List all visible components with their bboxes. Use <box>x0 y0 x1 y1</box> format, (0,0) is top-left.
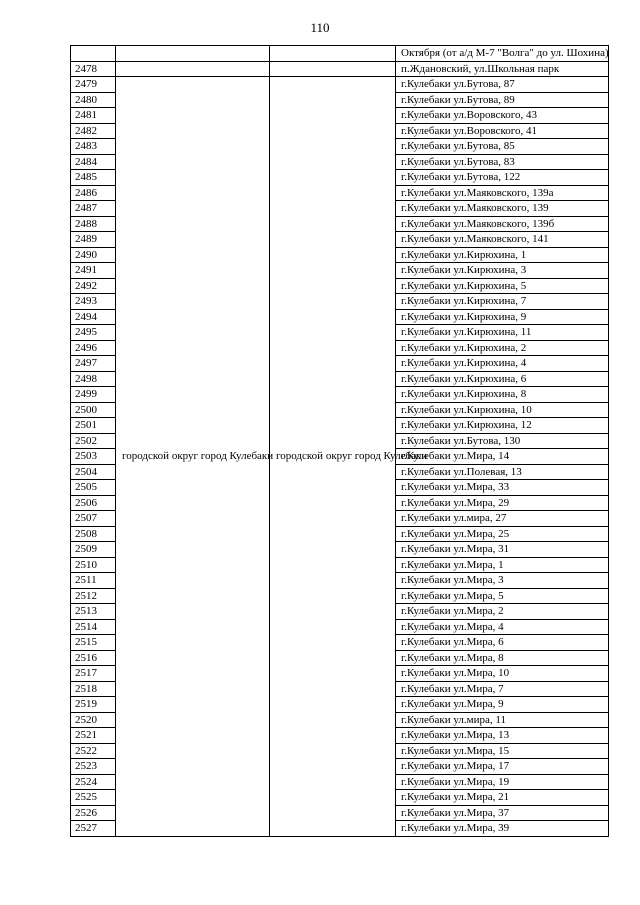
cell-settlement <box>270 61 396 77</box>
cell-address: г.Кулебаки ул.Мира, 31 <box>396 542 609 558</box>
table-row <box>71 77 609 93</box>
cell-address: г.Кулебаки ул.Маяковского, 141 <box>396 232 609 248</box>
cell-address: г.Кулебаки ул.Мира, 9 <box>396 697 609 713</box>
cell-num: 2498 <box>71 371 116 387</box>
cell-address: г.Кулебаки ул.Кирюхина, 7 <box>396 294 609 310</box>
cell-address: г.Кулебаки ул.Маяковского, 139а <box>396 185 609 201</box>
cell-num: 2486 <box>71 185 116 201</box>
cell-num: 2510 <box>71 557 116 573</box>
cell-address: г.Кулебаки ул.Бутова, 85 <box>396 139 609 155</box>
cell-address: г.Кулебаки ул.Бутова, 83 <box>396 154 609 170</box>
cell-settlement <box>270 46 396 62</box>
cell-address: г.Кулебаки ул.Кирюхина, 9 <box>396 309 609 325</box>
cell-address: г.Кулебаки ул.Кирюхина, 3 <box>396 263 609 279</box>
cell-num: 2494 <box>71 309 116 325</box>
cell-address: г.Кулебаки ул.Бутова, 89 <box>396 92 609 108</box>
cell-num: 2480 <box>71 92 116 108</box>
cell-num: 2518 <box>71 681 116 697</box>
cell-num: 2525 <box>71 790 116 806</box>
cell-num: 2484 <box>71 154 116 170</box>
cell-num: 2523 <box>71 759 116 775</box>
cell-num: 2515 <box>71 635 116 651</box>
cell-address: г.Кулебаки ул.Мира, 21 <box>396 790 609 806</box>
cell-num: 2479 <box>71 77 116 93</box>
cell-address: г.Кулебаки ул.Кирюхина, 12 <box>396 418 609 434</box>
cell-address: г.Кулебаки ул.Бутова, 87 <box>396 77 609 93</box>
cell-address: г.Кулебаки ул.Мира, 33 <box>396 480 609 496</box>
cell-num: 2511 <box>71 573 116 589</box>
cell-num: 2499 <box>71 387 116 403</box>
table-row-header-continuation <box>71 46 609 62</box>
cell-num: 2490 <box>71 247 116 263</box>
cell-num: 2508 <box>71 526 116 542</box>
cell-address: г.Кулебаки ул.мира, 11 <box>396 712 609 728</box>
cell-address: г.Кулебаки ул.Мира, 4 <box>396 619 609 635</box>
cell-address: Октября (от а/д М-7 "Волга" до ул. Шохина) <box>396 46 609 62</box>
cell-address: г.Кулебаки ул.Воровского, 43 <box>396 108 609 124</box>
cell-num: 2487 <box>71 201 116 217</box>
table-row <box>71 61 609 77</box>
page-number: 110 <box>310 20 330 35</box>
cell-address: г.Кулебаки ул.Кирюхина, 5 <box>396 278 609 294</box>
cell-address: г.Кулебаки ул.Мира, 29 <box>396 495 609 511</box>
cell-address: г.Кулебаки ул.Кирюхина, 10 <box>396 402 609 418</box>
cell-num: 2502 <box>71 433 116 449</box>
cell-address: г.Кулебаки ул.мира, 27 <box>396 511 609 527</box>
cell-num: 2527 <box>71 821 116 837</box>
cell-district <box>116 61 270 77</box>
cell-district-merged: городской округ город Кулебаки <box>116 77 270 837</box>
cell-address: г.Кулебаки ул.Кирюхина, 6 <box>396 371 609 387</box>
address-table <box>70 45 609 837</box>
cell-num: 2482 <box>71 123 116 139</box>
cell-num: 2504 <box>71 464 116 480</box>
cell-num <box>71 46 116 62</box>
cell-num: 2522 <box>71 743 116 759</box>
cell-num: 2512 <box>71 588 116 604</box>
cell-num: 2521 <box>71 728 116 744</box>
cell-num: 2481 <box>71 108 116 124</box>
cell-address: г.Кулебаки ул.Кирюхина, 4 <box>396 356 609 372</box>
cell-num: 2489 <box>71 232 116 248</box>
cell-address: г.Кулебаки ул.Мира, 1 <box>396 557 609 573</box>
cell-address: г.Кулебаки ул.Кирюхина, 2 <box>396 340 609 356</box>
cell-address: г.Кулебаки ул.Маяковского, 139б <box>396 216 609 232</box>
cell-num: 2500 <box>71 402 116 418</box>
cell-num: 2493 <box>71 294 116 310</box>
cell-address: г.Кулебаки ул.Мира, 13 <box>396 728 609 744</box>
cell-address: г.Кулебаки ул.Мира, 39 <box>396 821 609 837</box>
cell-num: 2509 <box>71 542 116 558</box>
cell-address: г.Кулебаки ул.Мира, 15 <box>396 743 609 759</box>
cell-num: 2488 <box>71 216 116 232</box>
cell-num: 2497 <box>71 356 116 372</box>
cell-address: г.Кулебаки ул.Полевая, 13 <box>396 464 609 480</box>
cell-district <box>116 46 270 62</box>
cell-address: г.Кулебаки ул.Бутова, 130 <box>396 433 609 449</box>
cell-address: г.Кулебаки ул.Мира, 3 <box>396 573 609 589</box>
cell-address: г.Кулебаки ул.Мира, 19 <box>396 774 609 790</box>
cell-num: 2520 <box>71 712 116 728</box>
cell-address: г.Кулебаки ул.Мира, 8 <box>396 650 609 666</box>
cell-num: 2513 <box>71 604 116 620</box>
cell-address: г.Кулебаки ул.Воровского, 41 <box>396 123 609 139</box>
cell-address: г.Кулебаки ул.Мира, 37 <box>396 805 609 821</box>
cell-num: 2516 <box>71 650 116 666</box>
cell-num: 2495 <box>71 325 116 341</box>
cell-address: г.Кулебаки ул.Мира, 25 <box>396 526 609 542</box>
cell-num: 2496 <box>71 340 116 356</box>
cell-address: г.Кулебаки ул.Мира, 7 <box>396 681 609 697</box>
cell-num: 2507 <box>71 511 116 527</box>
cell-address: г.Кулебаки ул.Мира, 14 <box>396 449 609 465</box>
cell-address: г.Кулебаки ул.Мира, 10 <box>396 666 609 682</box>
cell-num: 2503 <box>71 449 116 465</box>
cell-address: п.Ждановский, ул.Школьная парк <box>396 61 609 77</box>
cell-address: г.Кулебаки ул.Мира, 6 <box>396 635 609 651</box>
cell-num: 2526 <box>71 805 116 821</box>
cell-num: 2485 <box>71 170 116 186</box>
cell-num: 2519 <box>71 697 116 713</box>
cell-address: г.Кулебаки ул.Кирюхина, 1 <box>396 247 609 263</box>
cell-settlement-merged: городской округ город Кулебаки <box>270 77 396 837</box>
cell-address: г.Кулебаки ул.Маяковского, 139 <box>396 201 609 217</box>
cell-num: 2506 <box>71 495 116 511</box>
cell-num: 2517 <box>71 666 116 682</box>
cell-num: 2492 <box>71 278 116 294</box>
cell-num: 2478 <box>71 61 116 77</box>
cell-num: 2491 <box>71 263 116 279</box>
cell-address: г.Кулебаки ул.Кирюхина, 8 <box>396 387 609 403</box>
cell-num: 2505 <box>71 480 116 496</box>
cell-num: 2501 <box>71 418 116 434</box>
cell-address: г.Кулебаки ул.Кирюхина, 11 <box>396 325 609 341</box>
cell-num: 2483 <box>71 139 116 155</box>
cell-address: г.Кулебаки ул.Мира, 17 <box>396 759 609 775</box>
cell-address: г.Кулебаки ул.Мира, 2 <box>396 604 609 620</box>
cell-num: 2524 <box>71 774 116 790</box>
cell-address: г.Кулебаки ул.Бутова, 122 <box>396 170 609 186</box>
cell-address: г.Кулебаки ул.Мира, 5 <box>396 588 609 604</box>
cell-num: 2514 <box>71 619 116 635</box>
